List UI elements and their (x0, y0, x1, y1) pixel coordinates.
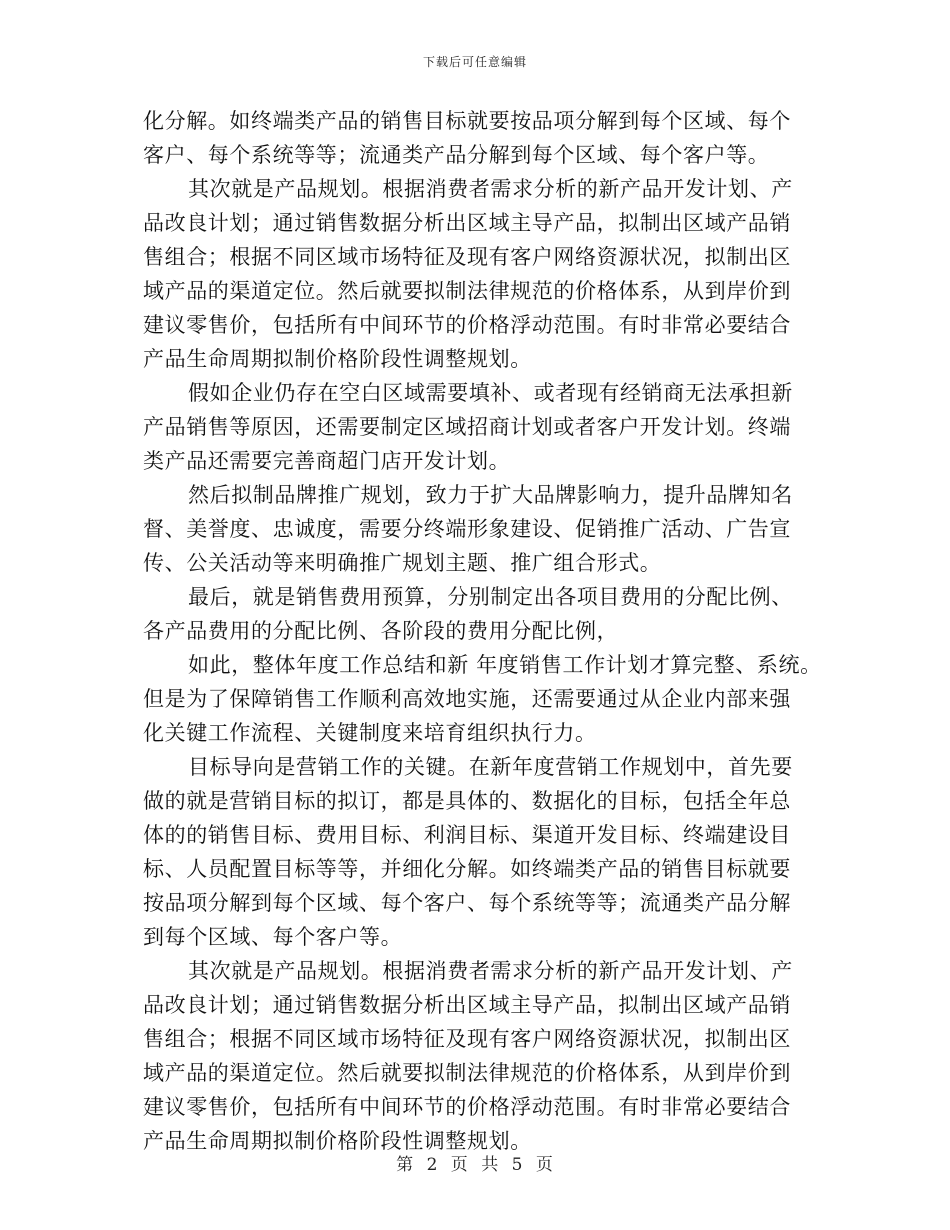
text-line: 标、人员配置目标等等，并细化分解。如终端类产品的销售目标就要 (143, 857, 791, 881)
text-line: 化关键工作流程、关键制度来培育组织执行力。 (143, 721, 597, 745)
text-line: 传、公关活动等来明确推广规划主题、推广组合形式。 (143, 551, 662, 575)
text-line: 但是为了保障销售工作顺利高效地实施，还需要通过从企业内部来强 (143, 687, 791, 711)
text-line: 建议零售价，包括所有中间环节的价格浮动范围。有时非常必要结合 (143, 313, 791, 337)
text-line: 督、美誉度、忠诚度，需要分终端形象建设、促销推广活动、广告宣 (143, 517, 791, 541)
document-body (143, 104, 823, 1158)
text-line: 类产品还需要完善商超门店开发计划。 (143, 449, 511, 473)
text-line: 客户、每个系统等等；流通类产品分解到每个区域、每个客户等。 (143, 143, 770, 167)
text-line: 产品销售等原因，还需要制定区域招商计划或者客户开发计划。终端 (143, 415, 791, 439)
paragraph-start-line: 假如企业仍存在空白区域需要填补、或者现有经销商无法承担新 (188, 381, 793, 405)
page-header: 下载后可任意编辑 (422, 55, 527, 69)
text-line: 化分解。如终端类产品的销售目标就要按品项分解到每个区域、每个 (143, 109, 791, 133)
paragraph-start-line: 最后，就是销售费用预算，分别制定出各项目费用的分配比例、 (188, 585, 793, 609)
text-line: 品改良计划；通过销售数据分析出区域主导产品，拟制出区域产品销 (143, 993, 791, 1017)
paragraph-start-line: 其次就是产品规划。根据消费者需求分析的新产品开发计划、产 (188, 177, 793, 201)
text-line: 建议零售价，包括所有中间环节的价格浮动范围。有时非常必要结合 (143, 1095, 791, 1119)
page-footer: 第 2 页 共 5 页 (396, 1155, 554, 1175)
text-line: 按品项分解到每个区域、每个客户、每个系统等等；流通类产品分解 (143, 891, 791, 915)
text-line: 域产品的渠道定位。然后就要拟制法律规范的价格体系，从到岸价到 (143, 1061, 791, 1085)
text-line: 体的的销售目标、费用目标、利润目标、渠道开发目标、终端建设目 (143, 823, 791, 847)
paragraph-start-line: 目标导向是营销工作的关键。在新年度营销工作规划中，首先要 (188, 755, 793, 779)
text-line: 做的就是营销目标的拟订，都是具体的、数据化的目标，包括全年总 (143, 789, 791, 813)
text-line: 产品生命周期拟制价格阶段性调整规划。 (143, 1129, 532, 1153)
text-line: 域产品的渠道定位。然后就要拟制法律规范的价格体系，从到岸价到 (143, 279, 791, 303)
text-line: 售组合；根据不同区域市场特征及现有客户网络资源状况，拟制出区 (143, 1027, 791, 1051)
paragraph-start-line: 其次就是产品规划。根据消费者需求分析的新产品开发计划、产 (188, 959, 793, 983)
text-line: 售组合；根据不同区域市场特征及现有客户网络资源状况，拟制出区 (143, 245, 791, 269)
text-line: 各产品费用的分配比例、各阶段的费用分配比例， (143, 619, 619, 643)
text-line: 品改良计划；通过销售数据分析出区域主导产品，拟制出区域产品销 (143, 211, 791, 235)
text-line: 产品生命周期拟制价格阶段性调整规划。 (143, 347, 532, 371)
text-line: 到每个区域、每个客户等。 (143, 925, 403, 949)
paragraph-start-line: 如此，整体年度工作总结和新 年度销售工作计划才算完整、系统。 (188, 653, 822, 677)
paragraph-start-line: 然后拟制品牌推广规划，致力于扩大品牌影响力，提升品牌知名 (188, 483, 793, 507)
